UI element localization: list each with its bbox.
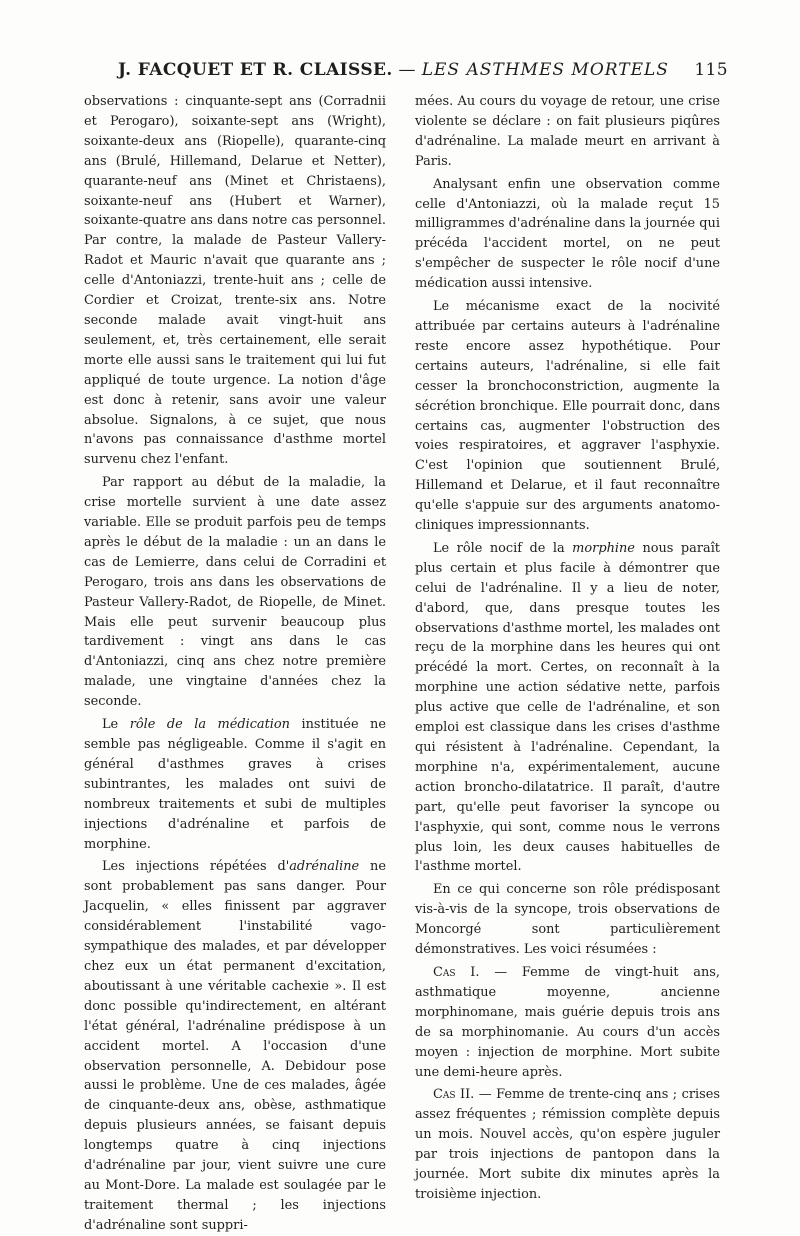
paragraph: Le mécanisme exact de la nocivité attribuée par certains auteurs à l'adrénaline reste encore assez hypothétique. Pour certains auteurs, l'adrénaline, si elle fait cesser la bronchoconstriction, augmente la sécrétion bronchique. Elle pourrait donc, dans certains cas, augmenter l'obstruction des voies respiratoires, et aggraver l'asphyxie. C'est l'opinion que soutiennent Brulé, Hillemand et Delarue, et il faut reconnaître qu'elle s'appuie sur des arguments anatomo-cliniques impressionnants.	[415, 299, 720, 534]
paragraph-start: Le rôle nocif de la	[433, 540, 565, 556]
case-text: — Femme de trente-cinq ans ; crises assez fréquentes ; rémission complète depuis un mois. Nouvel accès, qu'on espère juguler par trois injections de pantopon dans la journée. Mort subite dix minutes après la troisième injection.	[415, 1087, 720, 1202]
right-column	[415, 92, 720, 1205]
case-label: Cas I.	[433, 964, 480, 980]
header-separator: —	[398, 60, 416, 80]
case-report	[415, 963, 720, 1082]
paragraph-rest: nous paraît plus certain et plus facile à démontrer que celui de l'adrénaline. Il y a lieu de noter, d'abord, que, dans presque toutes les observations d'asthme mortel, les malades ont reçu de la morphine dans les heures qui ont précédé la mort. Certes, on reconnaît à la morphine une action sédative nette, parfois plus active que celle de l'adrénaline, et son emploi est classique dans les crises d'asthme qui résistent à l'adrénaline. Cependant, la morphine n'a, expérimentalement, aucune action broncho-dilatatrice. Il paraît, d'autre part, qu'elle peut favoriser la syncope ou l'asphyxie, qui sont, comme nous le verrons plus loin, les deux causes habituelles de l'asthme mortel.	[415, 540, 720, 875]
paragraph: Analysant enfin une observation comme celle d'Antoniazzi, où la malade reçut 15 milligrammes d'adrénaline dans la journée qui précéda l'accident mortel, on ne peut s'empêcher de suspecter le rôle nocif d'une médication aussi intensive.	[415, 176, 720, 292]
paragraph: observations : cinquante-sept ans (Corradnii et Perogaro), soixante-sept ans (Wright), soixante-deux ans (Riopelle), quarante-cinq ans (Brulé, Hillemand, Delarue et Netter), quarante-neuf ans (Minet et Christaens), soixante-neuf ans (Hubert et Warner), soixante-quatre ans dans notre cas personnel. Par contre, la malade de Pasteur Vallery-Radot et Mauric n'avait que quarante ans ; celle d'Antoniazzi, trente-huit ans ; celle de Cordier et Croizat, trente-six ans. Notre seconde malade avait vingt-huit ans seulement, et, très certainement, elle serait morte elle aussi sans le traitement qui lui fut appliqué de toute urgence. La notion d'âge est donc à retenir, sans avoir une valeur absolue. Signalons, à ce sujet, que nous n'avons pas connaissance d'asthme mortel survenu chez l'enfant.	[84, 94, 386, 468]
paragraph: mées. Au cours du voyage de retour, une crise violente se déclare : on fait plusieurs piqûres d'adrénaline. La malade meurt en arrivant à Paris.	[415, 94, 720, 169]
italic-term: adrénaline	[289, 859, 360, 875]
paragraph	[84, 715, 386, 854]
case-label: Cas II.	[433, 1087, 475, 1103]
case-report	[415, 1085, 720, 1204]
paragraph: Par rapport au début de la maladie, la crise mortelle survient à une date assez variable. Elle se produit parfois peu de temps après le début de la maladie : un an dans le cas de Lemierre, dans celui de Corradini et Perogaro, trois ans dans les observations de Pasteur Vallery-Radot, de Riopelle, de Minet. Mais elle peut survenir beaucoup plus tardivement : vingt ans dans le cas d'Antoniazzi, cinq ans chez notre première malade, une vingtaine d'années chez la seconde.	[84, 475, 386, 710]
paragraph-rest: instituée ne semble pas négligeable. Comme il s'agit en général d'asthmes graves à crises subintrantes, les malades ont suivi de nombreux traitements et subi de multiples injections d'adrénaline et parfois de morphine.	[84, 717, 386, 852]
paragraph-rest: ne sont probablement pas sans danger. Pour Jacquelin, « elles finissent par aggraver considérablement l'instabilité vago-sympathique des malades, et par développer chez eux un état permanent d'excitation, aboutissant à une véritable cachexie ». Il est donc possible qu'indirectement, en altérant l'état général, l'adrénaline prédispose à un accident mortel. A l'occasion d'une observation personnelle, A. Debidour pose aussi le problème. Une de ces malades, âgée de cinquante-deux ans, obèse, asthmatique depuis plusieurs années, se faisant depuis longtemps quatre à cinq injections d'adrénaline par jour, vient suivre une cure au Mont-Dore. La malade est soulagée par le traitement thermal ; les injections d'adrénaline sont suppri-	[84, 859, 386, 1233]
header-title: LES ASTHMES MORTELS	[421, 60, 669, 80]
paragraph	[84, 857, 386, 1235]
paragraph-start: Les injections répétées d'	[102, 859, 290, 875]
paragraph: En ce qui concerne son rôle prédisposant vis-à-vis de la syncope, trois observations de Moncorgé sont particulièrement démonstratives. Les voici résumées :	[415, 882, 720, 958]
left-column	[84, 92, 386, 1236]
paragraph	[415, 539, 720, 877]
italic-term: rôle de la médication	[129, 717, 290, 733]
italic-term: morphine	[572, 540, 635, 556]
paragraph-start: Le	[102, 717, 119, 733]
header-authors: J. FACQUET ET R. CLAISSE.	[118, 60, 393, 80]
case-text: — Femme de vingt-huit ans, asthmatique moyenne, ancienne morphinomane, mais guérie depuis trois ans de sa morphinomanie. Au cours d'un accès moyen : injection de morphine. Mort subite une demi-heure après.	[415, 964, 720, 1080]
page-number: 115	[694, 60, 728, 80]
running-header	[118, 60, 728, 80]
